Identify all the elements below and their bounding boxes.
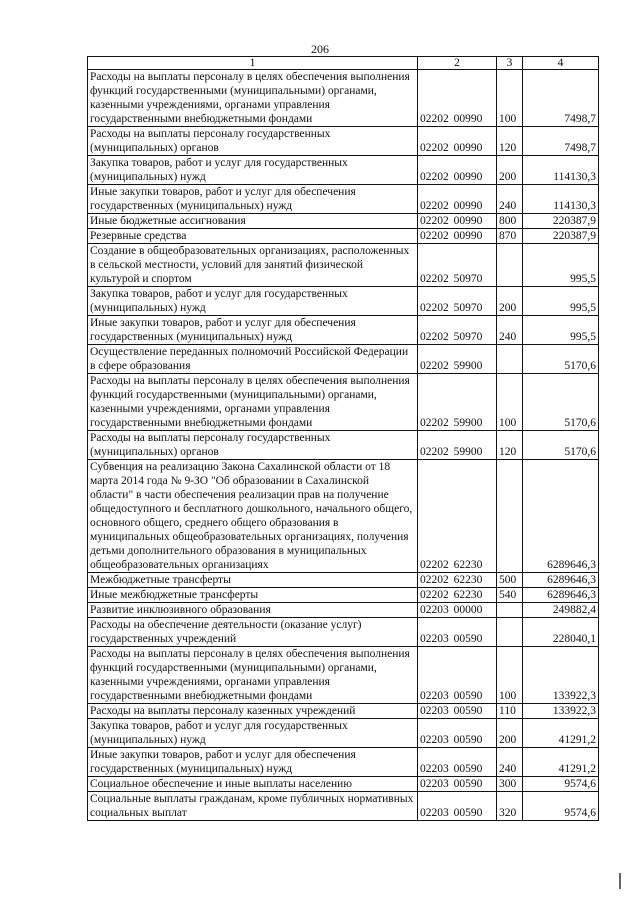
row-name: Иные бюджетные ассигнования — [88, 214, 418, 229]
header-col-2: 2 — [418, 57, 497, 70]
row-code: 02202 00990 — [418, 214, 497, 229]
row-code: 02202 50970 — [418, 316, 497, 345]
row-sum: 41291,2 — [523, 748, 599, 777]
row-vr — [497, 345, 523, 374]
row-code: 02203 00590 — [418, 777, 497, 792]
row-sum: 220387,9 — [523, 214, 599, 229]
row-vr — [497, 603, 523, 618]
table-row — [88, 214, 599, 229]
row-vr: 320 — [497, 792, 523, 821]
row-code: 02202 50970 — [418, 244, 497, 287]
table-row — [88, 719, 599, 748]
row-sum: 41291,2 — [523, 719, 599, 748]
row-code: 02202 59900 — [418, 345, 497, 374]
row-vr: 200 — [497, 719, 523, 748]
row-code: 02202 62230 — [418, 588, 497, 603]
table-row — [88, 573, 599, 588]
row-vr — [497, 244, 523, 287]
row-vr: 500 — [497, 573, 523, 588]
row-vr: 200 — [497, 156, 523, 185]
row-sum: 7498,7 — [523, 70, 599, 127]
header-col-1: 1 — [88, 57, 418, 70]
table-row — [88, 460, 599, 573]
row-vr: 300 — [497, 777, 523, 792]
row-sum: 5170,6 — [523, 431, 599, 460]
row-name: Субвенция на реализацию Закона Сахалинской области от 18 марта 2014 года № 9-ЗО "Об образовании в Сахалинской области" в части обеспечения реализации прав на получение общедоступного и бесплатного дошкольного, начального общего, основного общего, среднего общего образования в муниципальных общеобразовательных организациях, получения детьми дополнительного образования в муниципальных общеобразовательных организациях — [88, 460, 418, 573]
row-name: Иные закупки товаров, работ и услуг для обеспечения государственных (муниципальных) нужд — [88, 748, 418, 777]
row-vr: 240 — [497, 185, 523, 214]
row-name: Осуществление переданных полномочий Российской Федерации в сфере образования — [88, 345, 418, 374]
table-row — [88, 647, 599, 704]
row-code: 02203 00590 — [418, 719, 497, 748]
row-name: Социальное обеспечение и иные выплаты населению — [88, 777, 418, 792]
page-number: 206 — [311, 42, 329, 56]
row-code: 02203 00590 — [418, 748, 497, 777]
table-row — [88, 345, 599, 374]
row-name: Расходы на выплаты персоналу государственных (муниципальных) органов — [88, 431, 418, 460]
row-vr: 120 — [497, 127, 523, 156]
row-sum: 5170,6 — [523, 374, 599, 431]
table-row — [88, 792, 599, 821]
row-name: Иные закупки товаров, работ и услуг для обеспечения государственных (муниципальных) нужд — [88, 185, 418, 214]
row-sum: 114130,3 — [523, 185, 599, 214]
header-col-3: 3 — [497, 57, 523, 70]
row-sum: 6289646,3 — [523, 460, 599, 573]
row-sum: 6289646,3 — [523, 573, 599, 588]
row-sum: 9574,6 — [523, 792, 599, 821]
row-code: 02202 59900 — [418, 374, 497, 431]
row-vr: 240 — [497, 316, 523, 345]
table-row — [88, 156, 599, 185]
table-row — [88, 244, 599, 287]
row-vr: 870 — [497, 229, 523, 244]
row-sum: 7498,7 — [523, 127, 599, 156]
row-code: 02203 00590 — [418, 647, 497, 704]
row-vr — [497, 618, 523, 647]
table-row — [88, 748, 599, 777]
table-header-row — [88, 57, 599, 70]
row-code: 02202 50970 — [418, 287, 497, 316]
row-sum: 220387,9 — [523, 229, 599, 244]
row-name: Социальные выплаты гражданам, кроме публичных нормативных социальных выплат — [88, 792, 418, 821]
table-row — [88, 704, 599, 719]
table-row — [88, 127, 599, 156]
row-code: 02202 00990 — [418, 70, 497, 127]
row-vr: 540 — [497, 588, 523, 603]
row-code: 02203 00590 — [418, 618, 497, 647]
row-name: Иные закупки товаров, работ и услуг для обеспечения государственных (муниципальных) нужд — [88, 316, 418, 345]
row-sum: 6289646,3 — [523, 588, 599, 603]
row-name: Межбюджетные трансферты — [88, 573, 418, 588]
row-vr: 100 — [497, 70, 523, 127]
row-code: 02203 00000 — [418, 603, 497, 618]
row-sum: 9574,6 — [523, 777, 599, 792]
table-row — [88, 777, 599, 792]
header-col-4: 4 — [523, 57, 599, 70]
table-row — [88, 618, 599, 647]
table-row — [88, 185, 599, 214]
row-code: 02202 00990 — [418, 127, 497, 156]
row-name: Расходы на выплаты персоналу в целях обеспечения выполнения функций государственными (муниципальными) органами, казенными учреждениями, органами управления государственными внебюджетными фондами — [88, 70, 418, 127]
row-name: Расходы на выплаты персоналу в целях обеспечения выполнения функций государственными (муниципальными) органами, казенными учреждениями, органами управления государственными внебюджетными фондами — [88, 647, 418, 704]
row-vr — [497, 460, 523, 573]
row-name: Закупка товаров, работ и услуг для государственных (муниципальных) нужд — [88, 287, 418, 316]
row-sum: 133922,3 — [523, 647, 599, 704]
table-row — [88, 229, 599, 244]
row-code: 02203 00590 — [418, 792, 497, 821]
row-name: Закупка товаров, работ и услуг для государственных (муниципальных) нужд — [88, 156, 418, 185]
row-sum: 228040,1 — [523, 618, 599, 647]
table-row — [88, 431, 599, 460]
row-code: 02202 62230 — [418, 460, 497, 573]
table-row — [88, 588, 599, 603]
row-name: Закупка товаров, работ и услуг для государственных (муниципальных) нужд — [88, 719, 418, 748]
row-sum: 249882,4 — [523, 603, 599, 618]
row-vr: 800 — [497, 214, 523, 229]
row-code: 02202 00990 — [418, 156, 497, 185]
row-vr: 120 — [497, 431, 523, 460]
row-name: Расходы на обеспечение деятельности (оказание услуг) государственных учреждений — [88, 618, 418, 647]
table-row — [88, 287, 599, 316]
row-name: Расходы на выплаты персоналу казенных учреждений — [88, 704, 418, 719]
row-code: 02202 00990 — [418, 185, 497, 214]
row-sum: 114130,3 — [523, 156, 599, 185]
row-sum: 995,5 — [523, 244, 599, 287]
row-name: Расходы на выплаты персоналу государственных (муниципальных) органов — [88, 127, 418, 156]
row-vr: 100 — [497, 647, 523, 704]
row-sum: 5170,6 — [523, 345, 599, 374]
row-name: Развитие инклюзивного образования — [88, 603, 418, 618]
budget-table — [87, 56, 599, 821]
row-sum: 995,5 — [523, 316, 599, 345]
row-name: Резервные средства — [88, 229, 418, 244]
row-vr: 110 — [497, 704, 523, 719]
table-row — [88, 374, 599, 431]
row-code: 02203 00590 — [418, 704, 497, 719]
row-name: Иные межбюджетные трансферты — [88, 588, 418, 603]
row-sum: 133922,3 — [523, 704, 599, 719]
row-sum: 995,5 — [523, 287, 599, 316]
row-vr: 100 — [497, 374, 523, 431]
table-row — [88, 316, 599, 345]
row-code: 02202 59900 — [418, 431, 497, 460]
row-name: Расходы на выплаты персоналу в целях обеспечения выполнения функций государственными (муниципальными) органами, казенными учреждениями, органами управления государственными внебюджетными фондами — [88, 374, 418, 431]
margin-mark — [619, 873, 621, 889]
table-row — [88, 603, 599, 618]
row-code: 02202 00990 — [418, 229, 497, 244]
row-vr: 240 — [497, 748, 523, 777]
row-code: 02202 62230 — [418, 573, 497, 588]
row-name: Создание в общеобразовательных организациях, расположенных в сельской местности, условий для занятий физической культурой и спортом — [88, 244, 418, 287]
row-vr: 200 — [497, 287, 523, 316]
table-row — [88, 70, 599, 127]
